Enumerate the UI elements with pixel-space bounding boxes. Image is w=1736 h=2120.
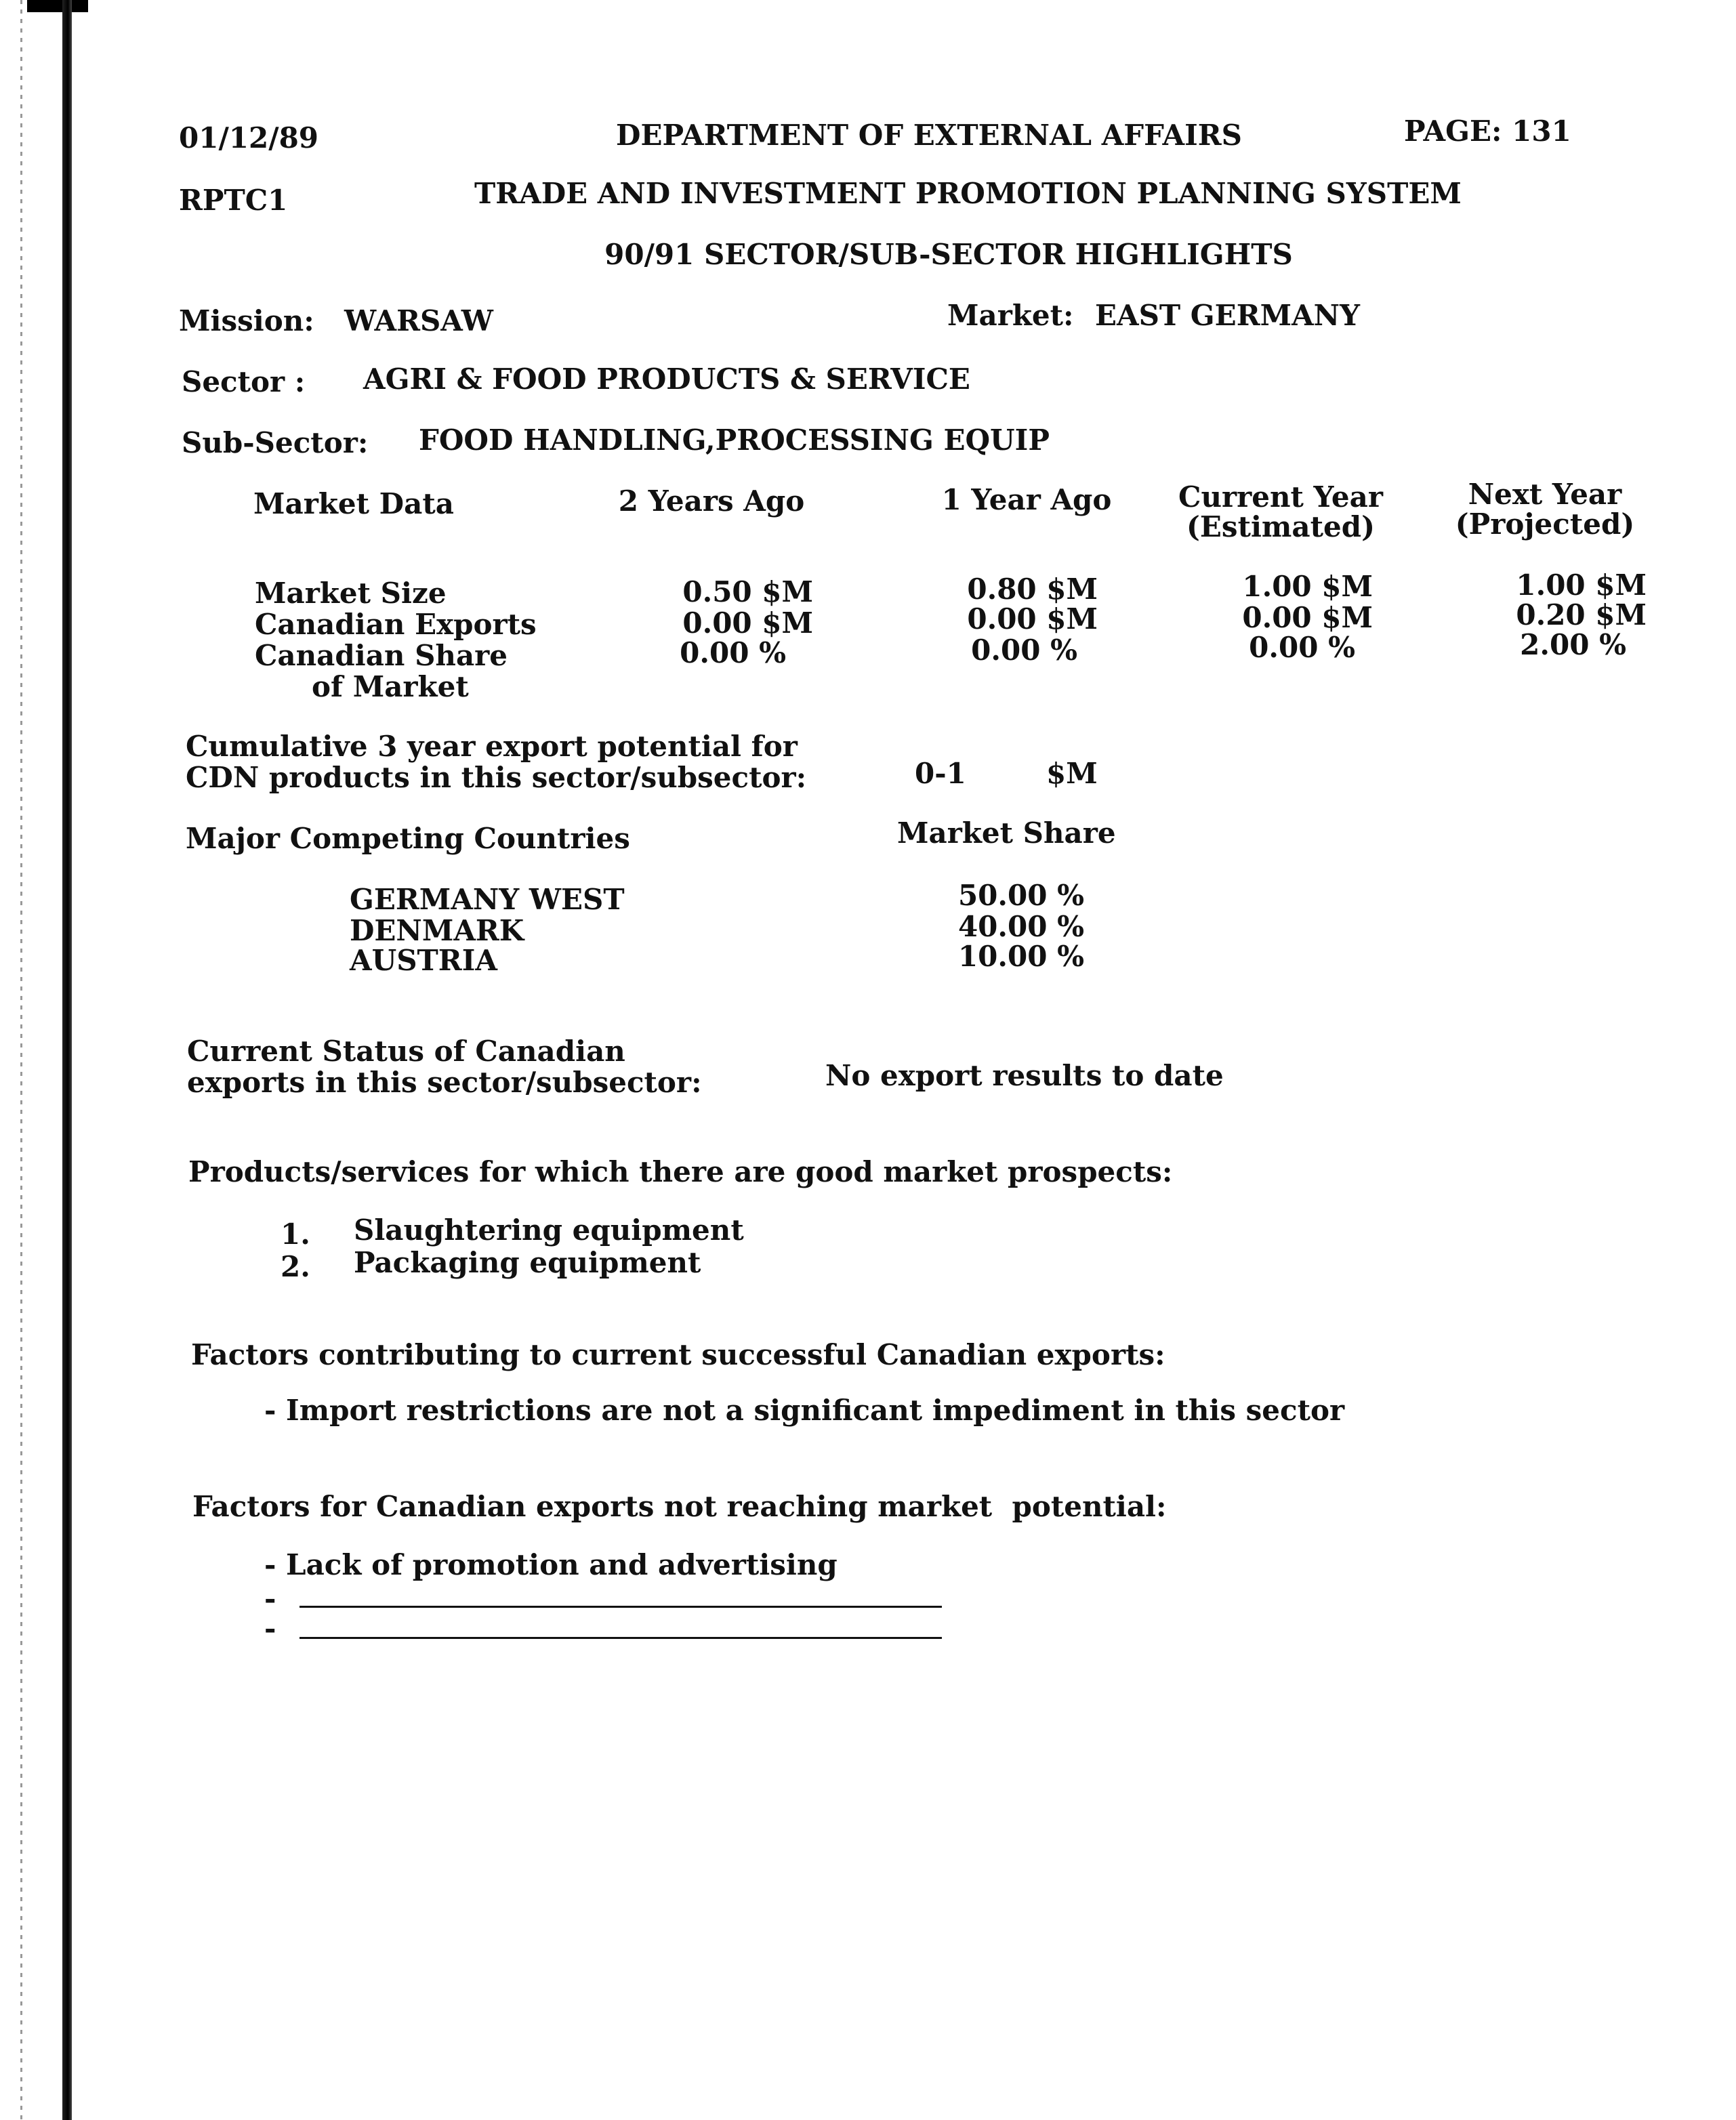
- row-label-market-size: Market Size: [255, 577, 447, 610]
- market-share-heading: Market Share: [897, 816, 1116, 850]
- mission-value: WARSAW: [344, 304, 493, 337]
- potential-unit: $M: [1046, 757, 1098, 790]
- row-label-canadian-share-sub: of Market: [312, 670, 469, 703]
- subsector-label: Sub-Sector:: [182, 426, 369, 459]
- binding-tab: [27, 0, 88, 12]
- market-value: EAST GERMANY: [1095, 299, 1361, 332]
- binding-edge: [20, 0, 22, 2120]
- cell-market-size-1y: 0.80 $M: [967, 573, 1098, 606]
- col-header-current-sub: (Estimated): [1186, 510, 1375, 543]
- cell-exports-2y: 0.00 $M: [682, 606, 813, 640]
- success-factors-heading: Factors contributing to current successful Canadian exports:: [191, 1338, 1165, 1371]
- blank-line-dash: -: [264, 1612, 276, 1645]
- potential-line1: Cumulative 3 year export potential for: [186, 730, 798, 763]
- row-label-canadian-share: Canadian Share: [255, 639, 508, 672]
- cell-share-2y: 0.00 %: [680, 636, 786, 669]
- cell-market-size-next: 1.00 $M: [1516, 568, 1647, 602]
- potential-range: 0-1: [915, 757, 966, 790]
- prospect-number: 1.: [281, 1218, 310, 1251]
- col-header-next: Next Year: [1468, 478, 1622, 511]
- status-line1: Current Status of Canadian: [187, 1035, 625, 1068]
- success-factor-item: - Import restrictions are not a significant impediment in this sector: [264, 1394, 1345, 1427]
- status-value: No export results to date: [825, 1059, 1224, 1092]
- competitor-country: GERMANY WEST: [350, 883, 625, 916]
- report-code: RPTC1: [179, 184, 288, 217]
- col-header-2y: 2 Years Ago: [618, 484, 805, 518]
- report-title: 90/91 SECTOR/SUB-SECTOR HIGHLIGHTS: [604, 238, 1293, 271]
- market-data-heading: Market Data: [253, 487, 454, 520]
- potential-line2: CDN products in this sector/subsector:: [186, 761, 807, 794]
- row-label-canadian-exports: Canadian Exports: [255, 608, 537, 641]
- sector-value: AGRI & FOOD PRODUCTS & SERVICE: [363, 362, 970, 396]
- binding-strip: [62, 0, 72, 2120]
- competitor-share: 50.00 %: [957, 879, 1084, 912]
- competitor-share: 40.00 %: [957, 910, 1084, 943]
- cell-market-size-2y: 0.50 $M: [682, 575, 813, 608]
- cell-exports-next: 0.20 $M: [1516, 598, 1647, 631]
- cell-share-next: 2.00 %: [1520, 628, 1626, 661]
- competitor-country: AUSTRIA: [350, 944, 497, 977]
- blank-line-dash: -: [264, 1582, 276, 1615]
- market-label: Market:: [947, 299, 1074, 332]
- department-name: DEPARTMENT OF EXTERNAL AFFAIRS: [616, 119, 1242, 152]
- prospect-item: Slaughtering equipment: [354, 1213, 744, 1247]
- shortfall-factor-item: - Lack of promotion and advertising: [264, 1548, 838, 1581]
- competitor-share: 10.00 %: [957, 940, 1084, 973]
- col-header-current: Current Year: [1178, 480, 1383, 514]
- mission-label: Mission:: [179, 304, 314, 337]
- prospect-item: Packaging equipment: [354, 1246, 701, 1279]
- cell-market-size-current: 1.00 $M: [1242, 570, 1373, 603]
- cell-share-1y: 0.00 %: [971, 633, 1077, 667]
- col-header-1y: 1 Year Ago: [941, 483, 1112, 516]
- cell-exports-1y: 0.00 $M: [967, 602, 1098, 636]
- cell-share-current: 0.00 %: [1249, 631, 1355, 664]
- status-line2: exports in this sector/subsector:: [187, 1066, 702, 1099]
- blank-entry-line: [299, 1637, 942, 1639]
- shortfall-factors-heading: Factors for Canadian exports not reaching market potential:: [192, 1490, 1167, 1523]
- subsector-value: FOOD HANDLING,PROCESSING EQUIP: [419, 423, 1050, 457]
- blank-entry-line: [299, 1606, 942, 1608]
- sector-label: Sector :: [182, 365, 306, 398]
- prospects-heading: Products/services for which there are good market prospects:: [188, 1155, 1173, 1188]
- col-header-next-sub: (Projected): [1455, 507, 1635, 541]
- report-date: 01/12/89: [179, 121, 319, 154]
- competitors-heading: Major Competing Countries: [186, 822, 630, 855]
- prospect-number: 2.: [281, 1250, 310, 1283]
- competitor-country: DENMARK: [350, 914, 524, 947]
- page-number: PAGE: 131: [1404, 115, 1571, 148]
- cell-exports-current: 0.00 $M: [1242, 601, 1373, 634]
- system-name: TRADE AND INVESTMENT PROMOTION PLANNING SYSTEM: [474, 177, 1462, 210]
